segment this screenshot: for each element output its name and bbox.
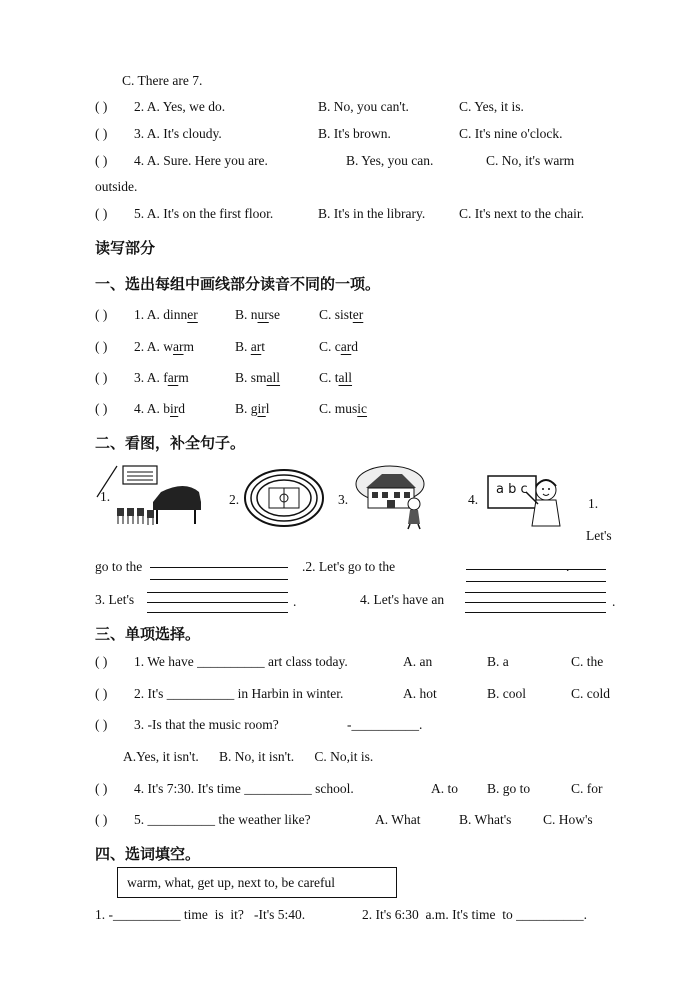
answer-bracket[interactable]: ( ) (95, 686, 108, 701)
choice-q4-option-a[interactable]: A. to (431, 781, 458, 796)
phonics-row-3-b: B. small (235, 370, 281, 385)
answer-line[interactable] (150, 567, 288, 568)
sentence-1-number: 1. (588, 496, 599, 511)
answer-bracket[interactable]: ( ) (95, 401, 108, 416)
answer-line[interactable] (466, 581, 606, 582)
answer-line[interactable] (150, 579, 288, 580)
picture-number: 2. (229, 492, 240, 507)
choice-q1-option-c[interactable]: C. the (571, 654, 604, 669)
listening-q4-wrap: outside. (95, 179, 138, 194)
answer-line[interactable] (465, 602, 606, 603)
listening-q3-option-b: B. It's brown. (318, 126, 391, 141)
answer-line[interactable] (147, 602, 288, 603)
choice-q4-option-b[interactable]: B. go to (487, 781, 531, 796)
sentence-2-text: .2. Let's go to the (302, 559, 396, 574)
answer-bracket[interactable]: ( ) (95, 717, 108, 732)
choice-q4-option-c[interactable]: C. for (571, 781, 603, 796)
sentence-3-period: . (293, 594, 297, 609)
english-class-picture (486, 470, 562, 528)
phonics-row-4-b: B. girl (235, 401, 270, 416)
picture-number: 3. (338, 492, 349, 507)
choice-q2-stem: 2. It's __________ in Harbin in winter. (134, 686, 344, 701)
sentence-3-text: 3. Let's (95, 592, 135, 607)
word-bank: warm, what, get up, next to, be careful (127, 875, 336, 890)
listening-q2-option-b: B. No, you can't. (318, 99, 409, 114)
section3-title: 三、单项选择。 (95, 625, 201, 643)
sentence-1-text: go to the (95, 559, 143, 574)
answer-bracket[interactable]: ( ) (95, 370, 108, 385)
board-letters: a b c (496, 482, 528, 497)
phonics-row-2-c: C. card (319, 339, 359, 354)
answer-bracket[interactable]: ( ) (95, 812, 108, 827)
phonics-row-1-b: B. nurse (235, 307, 281, 322)
listening-q3-option-a: 3. A. It's cloudy. (134, 126, 222, 141)
listening-q2-option-a: 2. A. Yes, we do. (134, 99, 226, 114)
answer-line[interactable] (466, 569, 606, 570)
answer-bracket[interactable]: ( ) (95, 153, 108, 168)
answer-bracket[interactable]: ( ) (95, 99, 108, 114)
choice-q3-answer-blank[interactable]: -__________. (347, 717, 423, 732)
listening-q3-option-c: C. It's nine o'clock. (459, 126, 563, 141)
choice-q1-option-a[interactable]: A. an (403, 654, 433, 669)
sentence-4-text: 4. Let's have an (360, 592, 445, 607)
answer-line[interactable] (465, 592, 606, 593)
section1-title: 一、选出每组中画线部分读音不同的一项。 (95, 275, 381, 293)
phonics-row-2-a: 2. A. warm (134, 339, 195, 354)
phonics-row-1-c: C. sister (319, 307, 364, 322)
choice-q5-option-b[interactable]: B. What's (459, 812, 512, 827)
listening-q4-option-c: C. No, it's warm (486, 153, 575, 168)
listening-q5-option-b: B. It's in the library. (318, 206, 426, 221)
listening-q5-option-c: C. It's next to the chair. (459, 206, 585, 221)
sentence-1-lets: Let's (586, 528, 612, 543)
answer-bracket[interactable]: ( ) (95, 206, 108, 221)
answer-bracket[interactable]: ( ) (95, 126, 108, 141)
section2-title: 二、看图，补全句子。 (95, 434, 246, 452)
choice-q1-stem: 1. We have __________ art class today. (134, 654, 348, 669)
choice-q3-options[interactable]: A.Yes, it isn't. B. No, it isn't. C. No,it is. (123, 749, 374, 764)
q1-option-c: C. There are 7. (122, 73, 203, 88)
choice-q1-option-b[interactable]: B. a (487, 654, 509, 669)
fill-q2[interactable]: 2. It's 6:30 a.m. It's time to __________. (362, 907, 587, 922)
sentence-2-period: . (566, 559, 570, 574)
answer-bracket[interactable]: ( ) (95, 339, 108, 354)
part-title: 读写部分 (95, 239, 156, 257)
library-picture (352, 462, 432, 530)
section4-title: 四、选词填空。 (95, 845, 201, 863)
phonics-row-3-a: 3. A. farm (134, 370, 189, 385)
answer-line[interactable] (465, 612, 606, 613)
picture-number: 1. (100, 489, 111, 504)
answer-line[interactable] (147, 592, 288, 593)
listening-q4-option-b: B. Yes, you can. (346, 153, 434, 168)
choice-q5-option-a[interactable]: A. What (375, 812, 421, 827)
answer-bracket[interactable]: ( ) (95, 781, 108, 796)
answer-bracket[interactable]: ( ) (95, 307, 108, 322)
choice-q2-option-a[interactable]: A. hot (403, 686, 437, 701)
listening-q4-option-a: 4. A. Sure. Here you are. (134, 153, 268, 168)
picture-number: 4. (468, 492, 479, 507)
listening-q2-option-c: C. Yes, it is. (459, 99, 524, 114)
music-room-picture (95, 462, 207, 528)
phonics-row-4-a: 4. A. bird (134, 401, 186, 416)
choice-q5-option-c[interactable]: C. How's (543, 812, 593, 827)
answer-line[interactable] (147, 612, 288, 613)
answer-bracket[interactable]: ( ) (95, 654, 108, 669)
choice-q2-option-c[interactable]: C. cold (571, 686, 610, 701)
playground-picture (243, 468, 325, 528)
choice-q3-stem: 3. -Is that the music room? (134, 717, 279, 732)
sentence-4-period: . (612, 594, 616, 609)
phonics-row-2-b: B. art (235, 339, 266, 354)
phonics-row-4-c: C. music (319, 401, 368, 416)
choice-q2-option-b[interactable]: B. cool (487, 686, 526, 701)
phonics-row-3-c: C. tall (319, 370, 353, 385)
listening-q5-option-a: 5. A. It's on the first floor. (134, 206, 274, 221)
phonics-row-1-a: 1. A. dinner (134, 307, 198, 322)
choice-q4-stem: 4. It's 7:30. It's time __________ school. (134, 781, 354, 796)
choice-q5-stem: 5. __________ the weather like? (134, 812, 311, 827)
fill-q1[interactable]: 1. -__________ time is it? -It's 5:40. (95, 907, 306, 922)
